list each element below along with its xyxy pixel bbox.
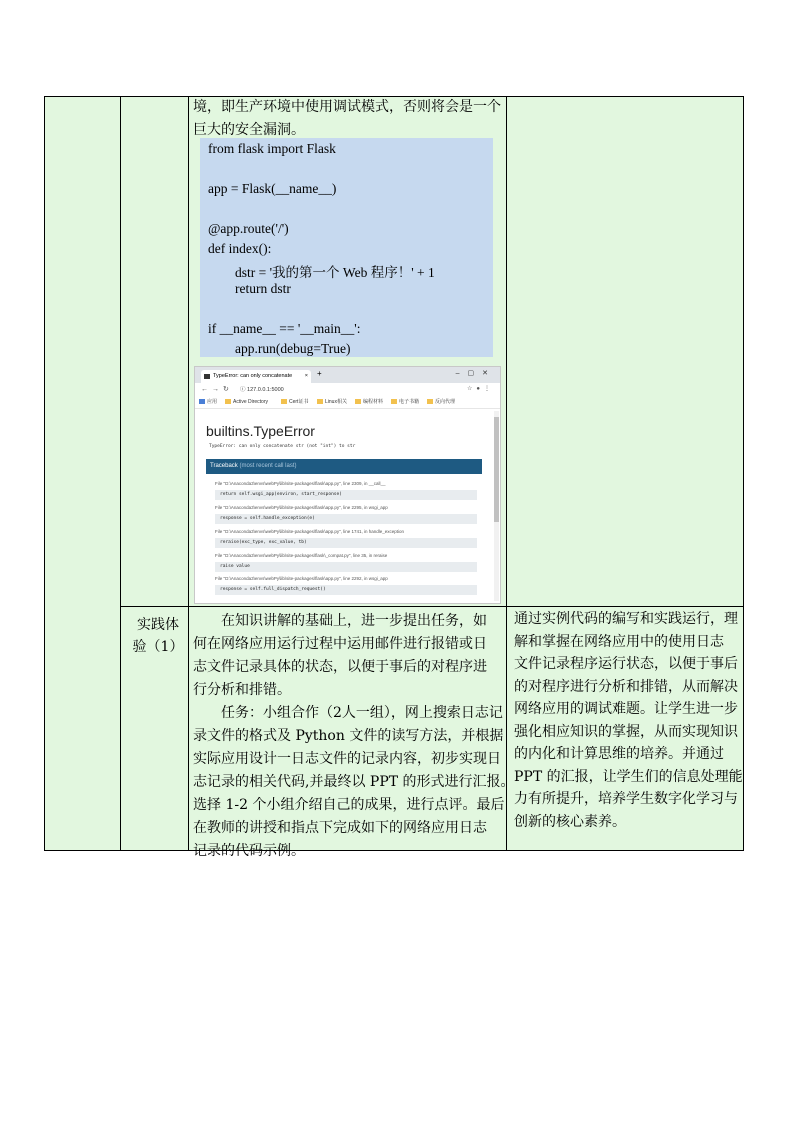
traceback-label: Traceback [210, 463, 238, 469]
text-line: 实践体 [137, 617, 179, 633]
traceback-frame-file[interactable]: File "D:\Anaconda3\envs\webPy\lib\site-packages\flask\app.py", line 2292, in wsgi_app [215, 576, 388, 581]
browser-screenshot [194, 366, 501, 604]
nav-buttons-icon[interactable]: ←→↻ [201, 386, 233, 393]
error-title: builtins.TypeError [206, 423, 315, 439]
row1-content-text [193, 96, 501, 142]
code-block [200, 138, 493, 357]
text-line: 志文件记录具体的状态，以便于事后的对程序进 [193, 659, 487, 675]
text-line: 实际应用设计一日志文件的记录内容，初步实现日 [193, 751, 501, 767]
folder-icon [317, 399, 323, 404]
code-line: app.run(debug=True) [208, 341, 351, 356]
text-line: 志记录的相关代码,并最终以 PPT 的形式进行汇报。 [193, 774, 515, 790]
traceback-header [206, 459, 482, 474]
code-line: dstr = '我的第一个 Web 程序！' + 1 [208, 265, 435, 280]
toolbar-icons[interactable]: ☆●⋮ [466, 386, 494, 392]
text-line: 的对程序进行分析和排错，从而解决 [514, 678, 738, 695]
table-border [188, 96, 189, 851]
text-line: 何在网络应用运行过程中运用邮件进行报错或日 [193, 636, 487, 652]
traceback-frame-code[interactable]: reraise(exc_type, exc_value, tb) [215, 538, 477, 548]
code-line: app = Flask(__name__) [208, 181, 337, 196]
bookmark-item[interactable]: Linux相关 [317, 398, 347, 407]
lesson-plan-table [44, 96, 744, 859]
table-border [120, 606, 744, 607]
row2-purpose-text [514, 608, 743, 833]
code-line: @app.route('/') [208, 221, 289, 236]
traceback-frame-code[interactable]: return self.wsgi_app(environ, start_response) [215, 490, 477, 500]
text-line: 强化相应知识的掌握，从而实现知识 [514, 723, 738, 740]
text-line: 选择 1-2 个小组介绍自己的成果，进行点评。最后 [193, 797, 505, 813]
code-line: return dstr [208, 281, 291, 296]
window-controls[interactable]: –▢✕ [455, 370, 496, 377]
tab-title: TypeError: can only concatenate [213, 373, 293, 379]
bookmark-item[interactable]: Cert证书 [281, 398, 308, 407]
folder-icon [355, 399, 361, 404]
table-border [44, 96, 45, 851]
scrollbar-thumb[interactable] [494, 417, 499, 522]
bookmark-item[interactable]: 反向代理 [427, 398, 455, 407]
text-line: 网络应用的调试难题。让学生进一步 [514, 701, 738, 717]
text-line: 文件记录程序运行状态，以便于事后 [514, 656, 738, 672]
table-border [743, 96, 744, 851]
scrollbar[interactable] [494, 411, 499, 601]
url-field[interactable]: ⓘ 127.0.0.1:5000 [240, 387, 284, 393]
traceback-frame-code[interactable]: response = self.handle_exception(e) [215, 514, 477, 524]
text-line: 境，即生产环境中使用调试模式，否则将会是一个 [193, 99, 501, 115]
traceback-note: (most recent call last) [239, 463, 297, 469]
text-line: 录文件的格式及 Python 文件的读写方法，并根据 [193, 728, 504, 744]
close-icon[interactable]: × [304, 373, 308, 379]
code-line: from flask import Flask [208, 141, 336, 156]
text-line: 解和掌握在网络应用中的使用日志 [514, 633, 724, 650]
traceback-frame-file[interactable]: File "D:\Anaconda3\envs\webPy\lib\site-packages\flask\app.py", line 2295, in wsgi_app [215, 505, 388, 510]
apps-icon [199, 399, 205, 404]
browser-tab-bar [195, 367, 500, 383]
text-line: 力有所提升，培养学生数字化学习与 [514, 791, 738, 807]
folder-icon [427, 399, 433, 404]
text-line: 在教师的讲授和指点下完成如下的网络应用日志 [193, 820, 487, 836]
text-line: 通过实例代码的编写和实践运行，理 [514, 611, 738, 627]
new-tab-icon[interactable]: + [317, 369, 322, 378]
text-line: 验（1） [132, 639, 184, 655]
browser-tab[interactable] [201, 370, 311, 383]
traceback-frame-file[interactable]: File "D:\Anaconda3\envs\webPy\lib\site-packages\flask\_compat.py", line 35, in reraise [215, 553, 388, 558]
bookmark-item[interactable]: 编程材料 [355, 398, 383, 407]
favicon-icon [204, 374, 210, 379]
folder-icon [281, 399, 287, 404]
text-line: 记录的代码示例。 [193, 843, 305, 859]
text-line: 在知识讲解的基础上，进一步提出任务，如 [221, 613, 487, 629]
traceback-frame-file[interactable]: File "D:\Anaconda3\envs\webPy\lib\site-packages\flask\app.py", line 1741, in handle_exception [215, 529, 405, 534]
row2-stage-label [128, 614, 188, 658]
text-line: 任务：小组合作（2人一组），网上搜索日志记 [221, 705, 503, 721]
text-line: 巨大的安全漏洞。 [193, 122, 305, 138]
row2-content-text [193, 610, 515, 863]
address-bar [195, 383, 500, 398]
code-line: def index(): [208, 241, 272, 256]
folder-icon [225, 399, 231, 404]
error-message: TypeError: can only concatenate str (not "int") to str [209, 444, 356, 449]
table-border [120, 96, 121, 851]
bookmarks-bar [195, 397, 500, 409]
text-line: PPT 的汇报，让学生们的信息处理能 [514, 768, 743, 785]
bookmark-item[interactable]: Active Directory [225, 398, 268, 407]
traceback-frame-code[interactable]: raise value [215, 562, 477, 572]
traceback-frame-code[interactable]: response = self.full_dispatch_request() [215, 585, 477, 595]
text-line: 的内化和计算思维的培养。并通过 [514, 746, 724, 762]
code-line: if __name__ == '__main__': [208, 321, 361, 336]
bookmark-item[interactable]: 电子书籍 [391, 398, 419, 407]
bookmark-item[interactable]: 应用 [199, 398, 217, 407]
folder-icon [391, 399, 397, 404]
traceback-frame-file[interactable]: File "D:\Anaconda3\envs\webPy\lib\site-packages\flask\app.py", line 2309, in __call__ [215, 481, 386, 486]
text-line: 行分析和排错。 [193, 682, 291, 698]
url-text: 127.0.0.1:5000 [247, 387, 284, 393]
text-line: 创新的核心素养。 [514, 813, 626, 830]
